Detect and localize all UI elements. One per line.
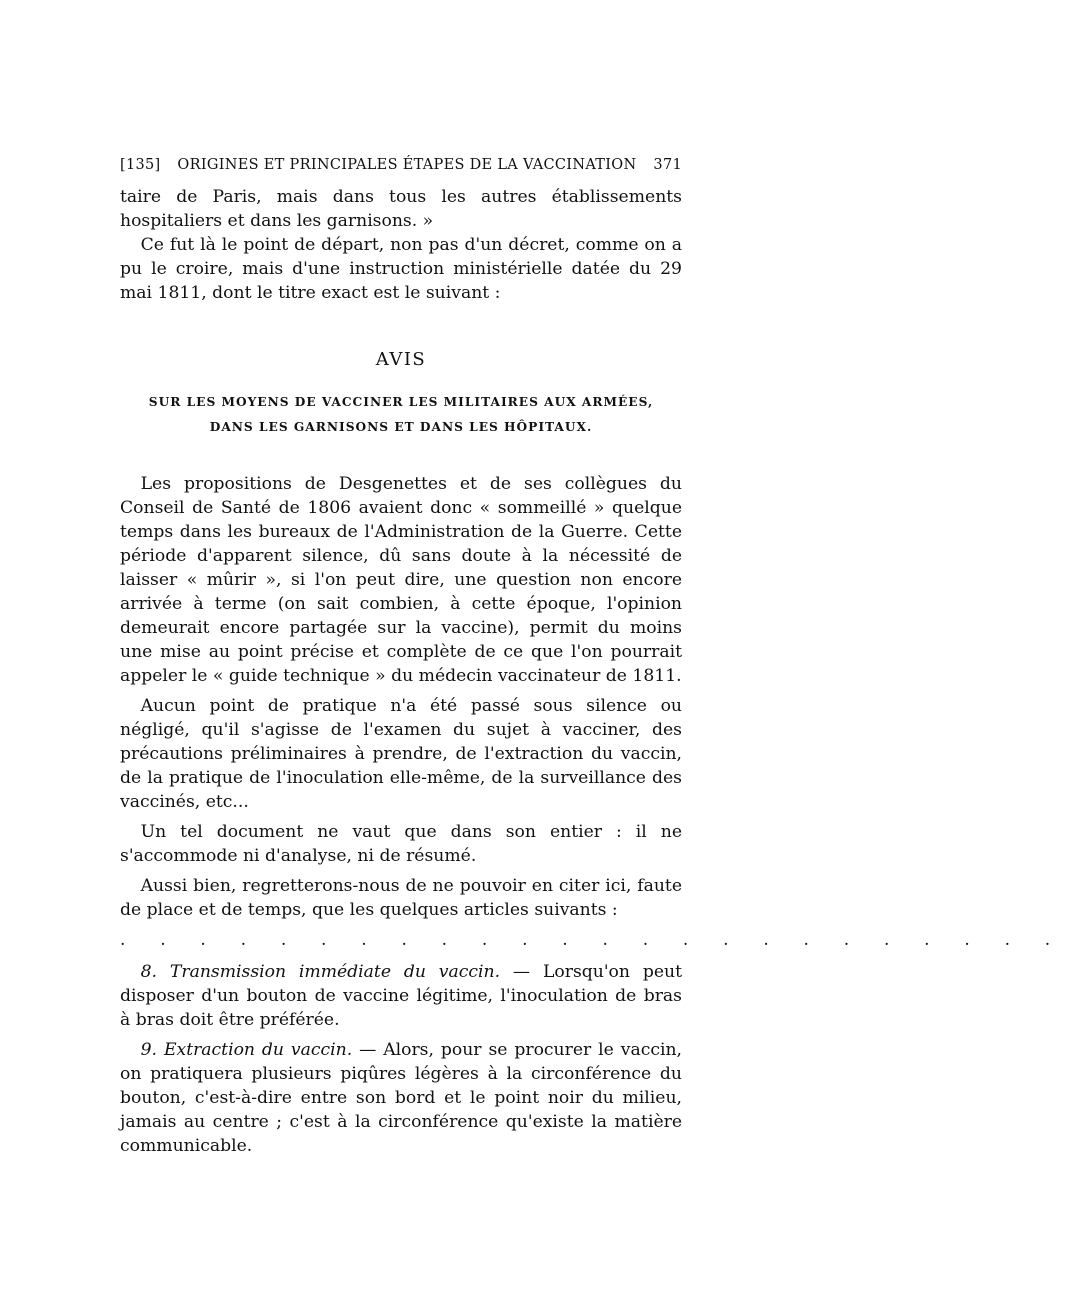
ellipsis-dots-divider: . . . . . . . . . . . . . . . . . . . . . . . . (120, 930, 1065, 950)
page-number: 371 (653, 157, 682, 173)
header-title: ORIGINES ET PRINCIPALES ÉTAPES DE LA VACCINATION (177, 157, 637, 173)
article-8-text: — Lorsqu'on peut disposer d'un bouton de vaccine légitime, l'inoculation de bras à bras doit être préférée. (120, 962, 682, 1030)
article-9 (120, 1038, 682, 1158)
subtitle-line-1: SUR LES MOYENS DE VACCINER LES MILITAIRES AUX ARMÉES, (148, 395, 654, 409)
section-title-avis: AVIS (375, 349, 427, 370)
article-9-text: — Alors, pour se procurer le vaccin, on pratiquera plusieurs piqûres légères à la circonférence du bouton, c'est-à-dire entre son bord et le point noir du milieu, jamais au centre ; c'est à la circonférence qu'existe la matière communicable. (120, 1040, 682, 1156)
paragraph-articles-intro: Aussi bien, regretterons-nous de ne pouvoir en citer ici, faute de place et de temps, que les quelques articles suivants : (120, 876, 682, 920)
subtitle-line-2: DANS LES GARNISONS ET DANS LES HÔPITAUX. (209, 420, 593, 434)
running-header (120, 157, 682, 173)
article-8 (120, 960, 682, 1032)
document-page (120, 157, 1065, 1158)
paragraph-propositions: Les propositions de Desgenettes et de ses collègues du Conseil de Santé de 1806 avaient donc « sommeillé » quelque temps dans les bureaux de l'Administration de la Guerre. Cette période d'apparent silence, dû sans doute à la nécessité de laisser « mûrir », si l'on peut dire, une question non encore arrivée à terme (on sait combien, à cette époque, l'opinion demeurait encore partagée sur la vaccine), permit du moins une mise au point précise et complète de ce que l'on pourrait appeler le « guide technique » du médecin vaccinateur de 1811. (120, 474, 682, 686)
paragraph-document: Un tel document ne vaut que dans son entier : il ne s'accommode ni d'analyse, ni de résumé. (120, 822, 682, 866)
header-bracket-number: [135] (120, 157, 161, 173)
article-9-label: 9. Extraction du vaccin. (140, 1040, 353, 1060)
section-subtitle (120, 390, 682, 440)
paragraph-continuation: taire de Paris, mais dans tous les autres établissements hospitaliers et dans les garnisons. » (120, 187, 682, 231)
paragraph-pratique: Aucun point de pratique n'a été passé sous silence ou négligé, qu'il s'agisse de l'examen du sujet à vacciner, des précautions préliminaires à prendre, de l'extraction du vaccin, de la pratique de l'inoculation elle-même, de la surveillance des vaccinés, etc... (120, 696, 682, 812)
article-8-label: 8. Transmission immédiate du vaccin. (140, 962, 501, 982)
paragraph-instruction: Ce fut là le point de départ, non pas d'un décret, comme on a pu le croire, mais d'une instruction ministérielle datée du 29 mai 1811, dont le titre exact est le suivant : (120, 235, 682, 303)
